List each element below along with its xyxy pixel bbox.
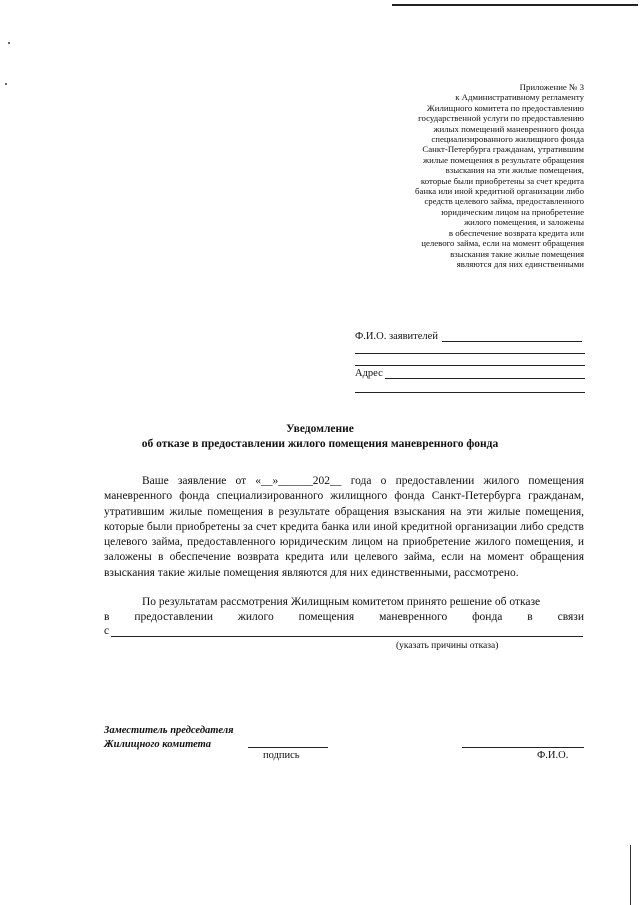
appendix-line: являются для них единственными: [456, 258, 584, 269]
appendix-header: [400, 82, 584, 269]
reason-prefix: с: [104, 625, 110, 637]
applicant-address-blank: [385, 378, 585, 379]
applicant-fio-label: Ф.И.О. заявителей: [355, 331, 438, 342]
document-title: Уведомление: [286, 423, 354, 435]
signature-line: [248, 747, 328, 748]
appendix-line: банка или иной кредитной организации либо: [415, 186, 584, 197]
appendix-line: специализированного жилищного фонда: [431, 134, 584, 145]
paragraph-application-text: Ваше заявление от «__»______202__ года о предоставлении жилого помещения маневренного фонда специализированного жилищного фонда Санкт-Петербурга гражданам, утратившим жилые помещения в результате обращения взыскания на эти жилые помещения, которые были приобретены за счет кредита банка или иной кредитной организации либо средств целевого займа, предоставленного юридическим лицом на приобретение жилого помещения, и заложены в обеспечение возврата кредита или целевого займа, если на момент обращения взыскания такие жилые помещения являются для них единственными, рассмотрено.: [104, 475, 584, 579]
paragraph-decision-text: По результатам рассмотрения Жилищным комитетом принято решение об отказе: [142, 596, 541, 608]
fio-label: Ф.И.О.: [537, 750, 569, 761]
appendix-line: государственной услуги по предоставлению: [418, 113, 584, 124]
applicant-address-row: [355, 368, 585, 379]
appendix-line: юридическим лицом на приобретение: [441, 206, 584, 217]
appendix-line: жилого помещения, и заложены: [464, 217, 584, 228]
word: жилого: [237, 611, 274, 623]
appendix-line: жилых помещений маневренного фонда: [433, 123, 584, 134]
appendix-line: Приложение № 3: [519, 82, 584, 92]
document-subtitle: об отказе в предоставлении жилого помещения маневренного фонда: [141, 438, 499, 450]
signer-position: [104, 724, 234, 752]
applicant-address-label: Адрес: [355, 368, 383, 379]
applicant-fio-row: [355, 331, 582, 342]
word: в: [527, 611, 533, 623]
applicant-fio-line-3: [355, 365, 585, 366]
reason-blank: [111, 636, 583, 637]
appendix-line: Жилищного комитета по предоставлению: [426, 102, 584, 113]
signer-position-line-1: Заместитель председателя: [104, 725, 234, 736]
reason-row: [104, 625, 583, 637]
paragraph-decision-line-2: [104, 611, 584, 623]
scan-speck: [8, 42, 10, 44]
appendix-line: взыскания такие жилые помещения: [450, 248, 584, 259]
appendix-line: взыскания на эти жилые помещения,: [445, 165, 584, 176]
appendix-line: к Административному регламенту: [455, 92, 584, 103]
paragraph-decision: [104, 595, 584, 610]
fio-line: [462, 747, 584, 748]
word: фонда: [472, 611, 503, 623]
signature-label: подпись: [263, 750, 300, 761]
applicant-address-line-2: [355, 392, 585, 393]
paragraph-application: [104, 474, 584, 581]
top-border-line: [392, 4, 638, 6]
word: связи: [557, 611, 584, 623]
appendix-line: Санкт-Петербурга гражданам, утратившим: [422, 144, 584, 155]
appendix-line: жилые помещения в результате обращения: [423, 154, 584, 165]
reason-hint: (указать причины отказа): [396, 641, 499, 651]
scan-speck: [5, 83, 7, 85]
word: предоставлении: [134, 611, 214, 623]
applicant-fio-blank: [442, 341, 582, 342]
word: в: [104, 611, 110, 623]
word: маневренного: [379, 611, 448, 623]
word: помещения: [298, 611, 355, 623]
appendix-line: средств целевого займа, предоставленного: [424, 196, 584, 207]
signer-position-line-2: Жилищного комитета: [104, 739, 212, 750]
right-border-line: [630, 845, 631, 905]
applicant-fio-line-2: [355, 353, 585, 354]
appendix-line: в обеспечение возврата кредита или: [448, 227, 584, 238]
appendix-line: которые были приобретены за счет кредита: [420, 175, 584, 186]
appendix-line: целевого займа, если на момент обращения: [421, 238, 584, 249]
